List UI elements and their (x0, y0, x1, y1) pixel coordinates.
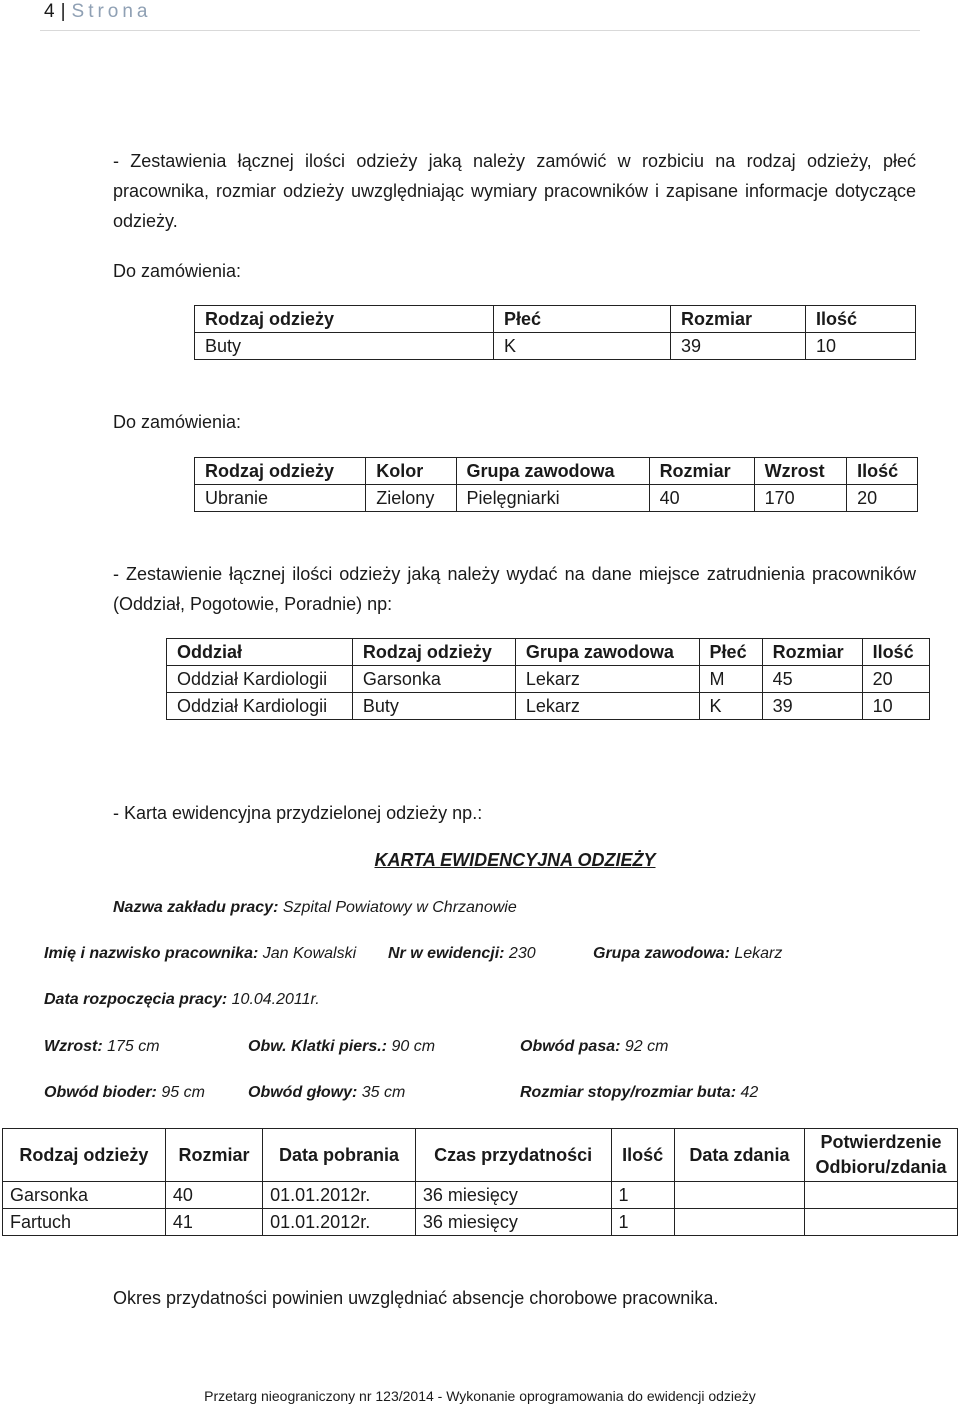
table-cell: 01.01.2012r. (263, 1182, 416, 1209)
header-cell: Rodzaj odzieży (195, 458, 366, 485)
dept-paragraph: - Zestawienie łącznej ilości odzieży jaką należy wydać na dane miejsce zatrudnienia pracowników (Oddział, Pogotowie, Poradnie) np: (113, 564, 916, 614)
header-cell: Wzrost (754, 458, 846, 485)
header-separator: | (60, 1, 66, 22)
employee-name-value: Jan Kowalski (262, 945, 357, 962)
header-cell: Rozmiar (762, 639, 862, 666)
note-paragraph: Okres przydatności powinien uwzględniać absencje chorobowe pracownika. (113, 1288, 719, 1308)
table-cell: Lekarz (515, 666, 699, 693)
shoe-size-value: 42 (740, 1084, 759, 1101)
table-row (167, 693, 930, 720)
header-cell: Rodzaj odzieży (3, 1129, 166, 1182)
table-cell: 1 (611, 1182, 674, 1209)
header-cell: Rozmiar (649, 458, 754, 485)
table-cell (805, 1182, 958, 1209)
page-number: 4 (44, 1, 55, 22)
height-label: Wzrost: (44, 1038, 103, 1055)
hips-label: Obwód bioder: (44, 1084, 157, 1101)
page-footer: Przetarg nieograniczony nr 123/2014 - Wykonanie oprogramowania do ewidencji odzieży (204, 1388, 756, 1404)
table-cell: 36 miesięcy (415, 1209, 611, 1236)
table-header-row (3, 1129, 958, 1182)
table-cell (674, 1182, 804, 1209)
table-header-row (195, 306, 916, 333)
chest-line (248, 1038, 435, 1056)
table-cell: 39 (671, 333, 806, 360)
table-cell: 10 (862, 693, 929, 720)
employee-name-label: Imię i nazwisko pracownika: (44, 945, 259, 962)
header-cell: Grupa zawodowa (456, 458, 649, 485)
table-row (3, 1209, 958, 1236)
order1-table (194, 305, 916, 360)
header-cell: Rodzaj odzieży (195, 306, 494, 333)
head-value: 35 cm (361, 1084, 406, 1101)
header-cell: Płeć (699, 639, 762, 666)
employee-name-line (44, 945, 356, 963)
professional-group-label: Grupa zawodowa: (593, 945, 730, 962)
record-number-label: Nr w ewidencji: (388, 945, 505, 962)
card-table (2, 1128, 958, 1236)
record-number-value: 230 (508, 945, 536, 962)
table-cell: Zielony (366, 485, 456, 512)
waist-value: 92 cm (624, 1038, 669, 1055)
chest-label: Obw. Klatki piers.: (248, 1038, 387, 1055)
dept-table (166, 638, 930, 720)
header-cell: Data zdania (674, 1129, 804, 1182)
table-cell: Oddział Kardiologii (167, 693, 353, 720)
table-cell: 01.01.2012r. (263, 1209, 416, 1236)
waist-label: Obwód pasa: (520, 1038, 621, 1055)
table-cell: 40 (165, 1182, 262, 1209)
table-cell: Lekarz (515, 693, 699, 720)
chest-value: 90 cm (391, 1038, 436, 1055)
card-title: KARTA EWIDENCYJNA ODZIEŻY (374, 850, 656, 870)
table-cell: 41 (165, 1209, 262, 1236)
table-cell: 45 (762, 666, 862, 693)
height-value: 175 cm (107, 1038, 160, 1055)
header-cell: Czas przydatności (415, 1129, 611, 1182)
order2-table (194, 457, 918, 512)
table-cell: Garsonka (3, 1182, 166, 1209)
start-date-line (44, 991, 320, 1009)
header-cell: Ilość (862, 639, 929, 666)
header-cell: Ilość (806, 306, 916, 333)
record-number-line (388, 945, 536, 963)
professional-group-line (593, 945, 782, 963)
table-cell: K (494, 333, 671, 360)
table-cell: 40 (649, 485, 754, 512)
table-cell: 39 (762, 693, 862, 720)
header-cell: Rozmiar (165, 1129, 262, 1182)
waist-line (520, 1038, 668, 1056)
table-cell: 170 (754, 485, 846, 512)
start-date-label: Data rozpoczęcia pracy: (44, 991, 228, 1008)
professional-group-value: Lekarz (734, 945, 783, 962)
intro-paragraph: - Zestawienia łącznej ilości odzieży jaką należy zamówić w rozbiciu na rodzaj odzieży, płeć pracownika, rozmiar odzieży uwzględniając wymiary pracowników i zapisane informacje dotyczące odzieży. (113, 151, 916, 231)
table-cell: M (699, 666, 762, 693)
table-cell (674, 1209, 804, 1236)
table-row (195, 485, 918, 512)
table-cell: 20 (847, 485, 918, 512)
header-cell: Płeć (494, 306, 671, 333)
shoe-size-line (520, 1084, 758, 1102)
header-cell: Rozmiar (671, 306, 806, 333)
hips-value: 95 cm (161, 1084, 205, 1101)
table-cell: Pielęgniarki (456, 485, 649, 512)
page-header (44, 1, 152, 23)
table-cell: Fartuch (3, 1209, 166, 1236)
table-cell: Garsonka (352, 666, 515, 693)
table-cell: Oddział Kardiologii (167, 666, 353, 693)
height-line (44, 1038, 160, 1056)
table-cell: 36 miesięcy (415, 1182, 611, 1209)
workplace-value: Szpital Powiatowy w Chrzanowie (282, 899, 517, 916)
workplace-line (113, 899, 517, 917)
table-cell: Buty (195, 333, 494, 360)
header-cell: Grupa zawodowa (515, 639, 699, 666)
table-row (167, 666, 930, 693)
table-cell: 10 (806, 333, 916, 360)
header-cell: Rodzaj odzieży (352, 639, 515, 666)
header-cell: Oddział (167, 639, 353, 666)
page-word: Strona (71, 1, 152, 22)
card-paragraph: - Karta ewidencyjna przydzielonej odzieży np.: (113, 803, 483, 823)
head-line (248, 1084, 405, 1102)
header-cell: Ilość (611, 1129, 674, 1182)
table-cell: 20 (862, 666, 929, 693)
table-cell: K (699, 693, 762, 720)
header-cell: Ilość (847, 458, 918, 485)
head-label: Obwód głowy: (248, 1084, 358, 1101)
shoe-size-label: Rozmiar stopy/rozmiar buta: (520, 1084, 737, 1101)
table-row (3, 1182, 958, 1209)
table-cell: 1 (611, 1209, 674, 1236)
workplace-label: Nazwa zakładu pracy: (113, 899, 279, 916)
hips-line (44, 1084, 205, 1102)
order1-label: Do zamówienia: (113, 261, 242, 281)
order2-label: Do zamówienia: (113, 412, 242, 432)
table-cell: Buty (352, 693, 515, 720)
header-cell: Potwierdzenie Odbioru/zdania (805, 1129, 958, 1182)
table-header-row (195, 458, 918, 485)
table-cell: Ubranie (195, 485, 366, 512)
start-date-value: 10.04.2011r. (231, 991, 320, 1008)
table-row (195, 333, 916, 360)
header-divider (40, 30, 920, 31)
table-cell (805, 1209, 958, 1236)
header-cell: Data pobrania (263, 1129, 416, 1182)
header-cell: Kolor (366, 458, 456, 485)
table-header-row (167, 639, 930, 666)
